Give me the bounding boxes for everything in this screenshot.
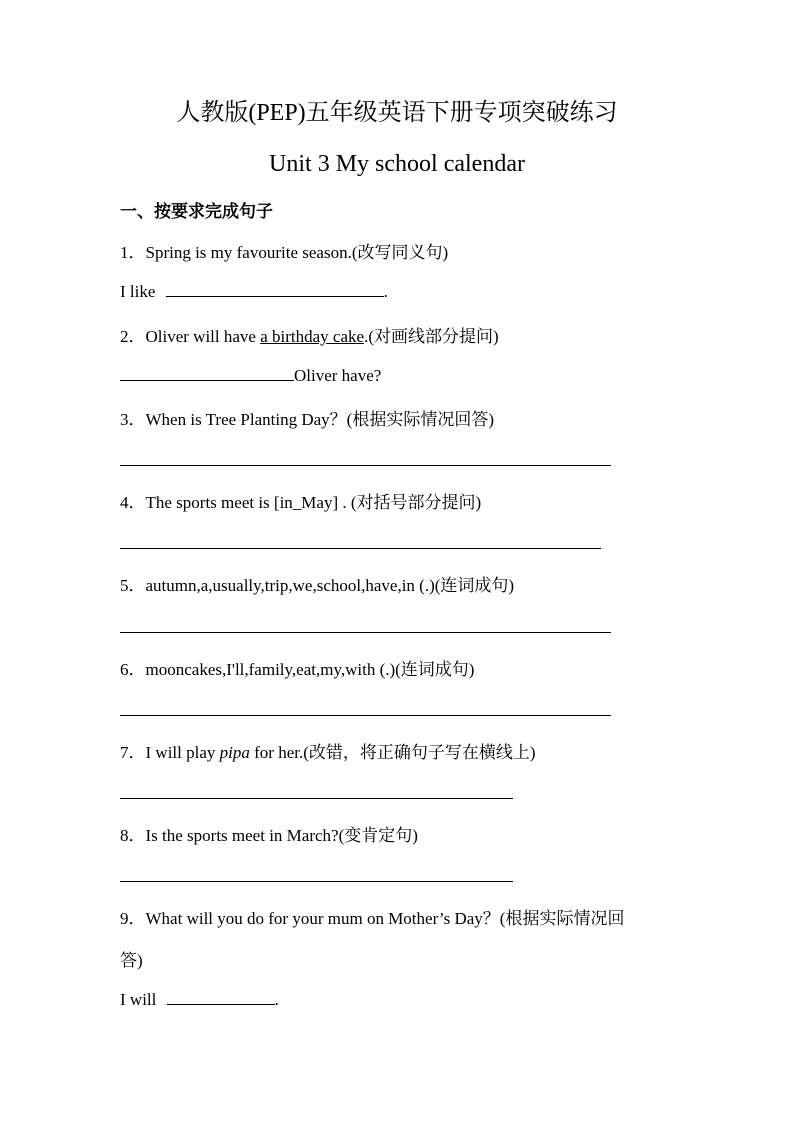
question-7-italic: pipa xyxy=(219,743,250,762)
question-3: 3．When is Tree Planting Day？(根据实际情况回答) xyxy=(120,410,494,429)
answer-4-line[interactable] xyxy=(120,548,601,549)
question-7-before: 7．I will play xyxy=(120,743,220,762)
question-2-after: .(对画线部分提问) xyxy=(364,327,499,346)
answer-7-line[interactable] xyxy=(120,798,513,799)
answer-9-prefix: I will xyxy=(120,990,157,1009)
question-7 xyxy=(120,738,536,763)
answer-9-blank[interactable] xyxy=(167,988,275,1005)
question-7-after: for her.(改错，将正确句子写在横线上) xyxy=(249,743,536,762)
answer-9-suffix: . xyxy=(274,990,279,1009)
answer-1-suffix: . xyxy=(383,282,388,301)
answer-6-line[interactable] xyxy=(120,715,611,716)
answer-2-suffix: Oliver have? xyxy=(294,366,382,385)
answer-3-line[interactable] xyxy=(120,465,611,466)
question-1: 1．Spring is my favourite season.(改写同义句) xyxy=(120,243,449,262)
answer-2 xyxy=(120,364,381,386)
unit-title: Unit 3 My school calendar xyxy=(269,151,525,177)
answer-8-line[interactable] xyxy=(120,881,513,882)
answer-1 xyxy=(120,280,388,302)
answer-2-blank[interactable] xyxy=(120,364,294,381)
worksheet-title: 人教版(PEP)五年级英语下册专项突破练习 xyxy=(176,100,618,126)
answer-9 xyxy=(120,988,279,1010)
question-4: 4．The sports meet is [in_May] . (对括号部分提问) xyxy=(120,493,482,512)
question-2-before: 2．Oliver will have xyxy=(120,327,261,346)
answer-1-prefix: I like xyxy=(120,282,156,301)
question-9-continued: 答) xyxy=(120,951,143,970)
question-5: 5．autumn,a,usually,trip,we,school,have,in (.)(连词成句) xyxy=(120,576,515,595)
question-2-underlined: a birthday cake xyxy=(260,327,365,346)
question-6: 6．mooncakes,I'll,family,eat,my,with (.)(连词成句) xyxy=(120,660,475,679)
question-8: 8．Is the sports meet in March?(变肯定句) xyxy=(120,826,418,845)
answer-1-blank[interactable] xyxy=(166,280,384,297)
section-heading: 一、按要求完成句子 xyxy=(120,202,273,222)
question-2 xyxy=(120,322,499,347)
answer-5-line[interactable] xyxy=(120,632,611,633)
question-9: 9．What will you do for your mum on Mother’s Day？(根据实际情况回 xyxy=(120,909,625,928)
